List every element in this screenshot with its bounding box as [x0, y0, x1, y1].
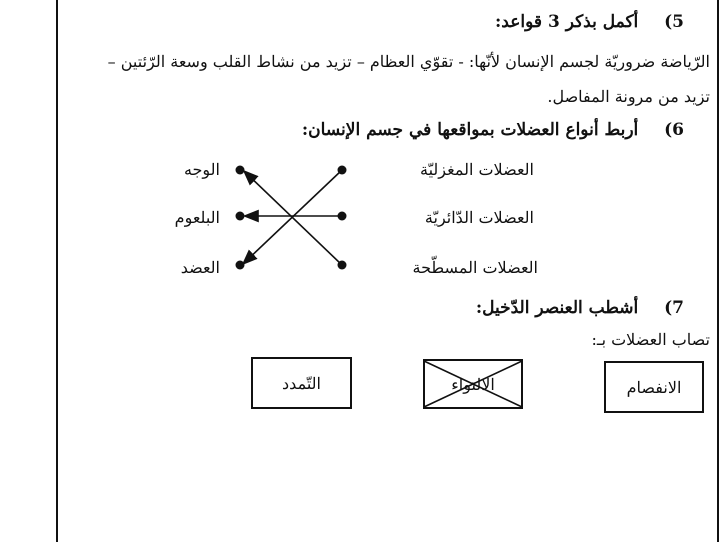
location-pharynx: البلعوم [174, 208, 220, 227]
q5-title: أكمل بذكر 3 قواعد: [495, 12, 639, 32]
option-box-strain[interactable] [251, 357, 352, 409]
q6-number: 6) [664, 120, 684, 140]
option-box-separation[interactable] [604, 361, 704, 413]
option-label-separation: الانفصام [626, 377, 682, 397]
right-dot-3 [236, 261, 245, 270]
q7-heading [476, 298, 684, 318]
option-label-strain: التّمدد [282, 373, 321, 393]
muscle-type-flat: العضلات المسطّحة [412, 258, 538, 277]
muscle-type-spindle: العضلات المغزليّة [419, 160, 534, 179]
q5-number: 5) [664, 12, 684, 32]
right-dot-2 [236, 212, 245, 221]
location-face: الوجه [183, 160, 220, 179]
option-box-sprain[interactable] [423, 359, 523, 409]
q6-title: أربط أنواع العضلات بمواقعها في جسم الإنسان: [301, 120, 639, 140]
q5-answer-line-2: تزيد من مرونة المفاصل. [547, 87, 710, 106]
right-dot-1 [236, 166, 245, 175]
match-arrow-3 [245, 172, 342, 265]
q7-title: أشطب العنصر الدّخيل: [475, 298, 639, 318]
q5-answer-line-1: الرّياضة ضروريّة لجسم الإنسان لأنّها: - تقوّي العظام – تزيد من نشاط القلب وسعة الرّئتين – [107, 52, 710, 71]
q7-prompt: تصاب العضلات بـ: [591, 330, 710, 349]
q7-number: 7) [664, 298, 684, 318]
muscle-type-circular: العضلات الدّائريّة [424, 208, 534, 227]
location-upper-arm: العضد [180, 258, 220, 277]
option-label-sprain: الالتواء [451, 374, 495, 394]
